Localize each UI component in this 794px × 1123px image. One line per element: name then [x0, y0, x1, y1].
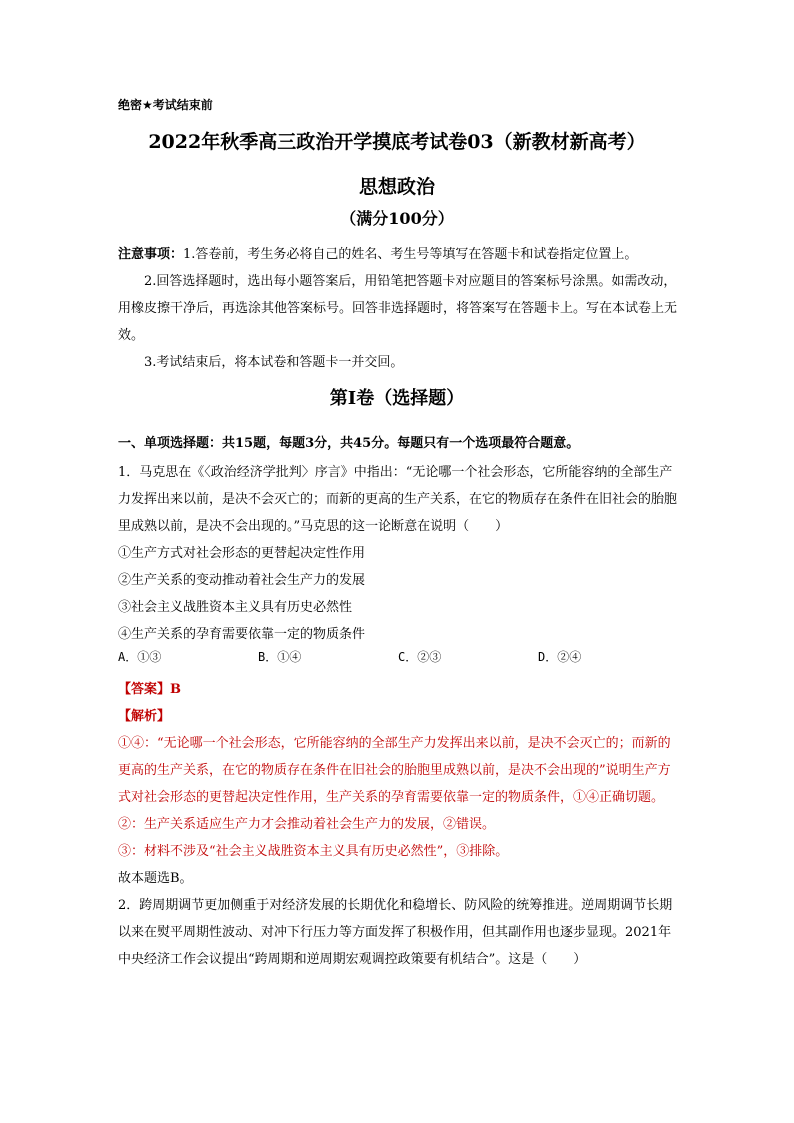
notice-item-3: 3.考试结束后，将本试卷和答题卡一并交回。: [144, 355, 404, 370]
question-2: [118, 892, 678, 973]
analysis-para-3: ③：材料不涉及“社会主义战胜资本主义具有历史必然性”，③排除。: [118, 844, 509, 859]
notice-section: [118, 241, 678, 376]
conclusion: 故本题选B。: [118, 871, 193, 886]
question-2-stem: 2．跨周期调节更加侧重于对经济发展的长期优化和稳增长、防风险的统筹推进。逆周期调节长期以来在熨平周期性波动、对冲下行压力等方面发挥了积极作用，但其副作用也逐步显现。2021年中央经济工作会议提出“跨周期和逆周期宏观调控政策要有机结合”。这是（ ）: [118, 898, 673, 967]
notice-item-1: [118, 241, 678, 268]
option-d: D．②④: [538, 650, 582, 664]
subject-title: 思想政治: [358, 176, 435, 198]
analysis-para-2: ②：生产关系适应生产力才会推动着社会生产力的发展，②错误。: [118, 817, 496, 832]
statement-4: ④生产关系的孕育需要依靠一定的物质条件: [118, 627, 366, 642]
statement-1: ①生产方式对社会形态的更替起决定性作用: [118, 546, 366, 561]
notice-item-2: 2.回答选择题时，选出每小题答案后，用铅笔把答题卡对应题目的答案标号涂黑。如需改动，用橡皮擦干净后，再选涂其他答案标号。回答非选择题时，将答案写在答题卡上。写在本试卷上无效。: [118, 274, 678, 343]
question-1-stem: 1．马克思在《〈政治经济学批判〉序言》中指出：“无论哪一个社会形态，它所能容纳的全部生产力发挥出来以前，是决不会灭亡的；而新的更高的生产关系，在它的物质存在条件在旧社会的胎胞里成熟以前，是决不会出现的。”马克思的这一论断意在说明（ ）: [118, 465, 678, 534]
exam-title: 2022年秋季高三政治开学摸底考试卷03（新教材新高考）: [148, 131, 646, 153]
notice-item-1-text: 1.答卷前，考生务必将自己的姓名、考生号等填写在答题卡和试卷指定位置上。: [183, 247, 638, 262]
statement-2: ②生产关系的变动推动着社会生产力的发展: [118, 573, 366, 588]
question-1-answer: [118, 676, 678, 892]
question-1-options: [118, 648, 678, 665]
notice-label: 注意事项：: [118, 247, 184, 262]
option-c: C．②③: [398, 650, 442, 664]
analysis-label: 【解析】: [118, 709, 171, 724]
part-title: 第Ⅰ卷（选择题）: [329, 388, 465, 409]
question-1: [118, 459, 678, 648]
answer-label: 【答案】B: [118, 682, 181, 697]
full-score: （满分100分）: [340, 209, 454, 228]
option-b: B．①④: [258, 650, 302, 664]
section-title: 一、单项选择题：共15题，每题3分，共45分。每题只有一个选项最符合题意。: [118, 436, 580, 451]
confidential-label: 绝密★考试结束前: [118, 98, 213, 112]
analysis-para-1: ①④：“无论哪一个社会形态，它所能容纳的全部生产力发挥出来以前，是决不会灭亡的；而新的更高的生产关系，在它的物质存在条件在旧社会的胎胞里成熟以前，是决不会出现的”说明生产方式对社会形态的更替起决定性作用，生产关系的孕育需要依靠一定的物质条件，①④正确切题。: [118, 736, 671, 805]
statement-3: ③社会主义战胜资本主义具有历史必然性: [118, 600, 353, 615]
option-a: A．①③: [118, 650, 162, 664]
